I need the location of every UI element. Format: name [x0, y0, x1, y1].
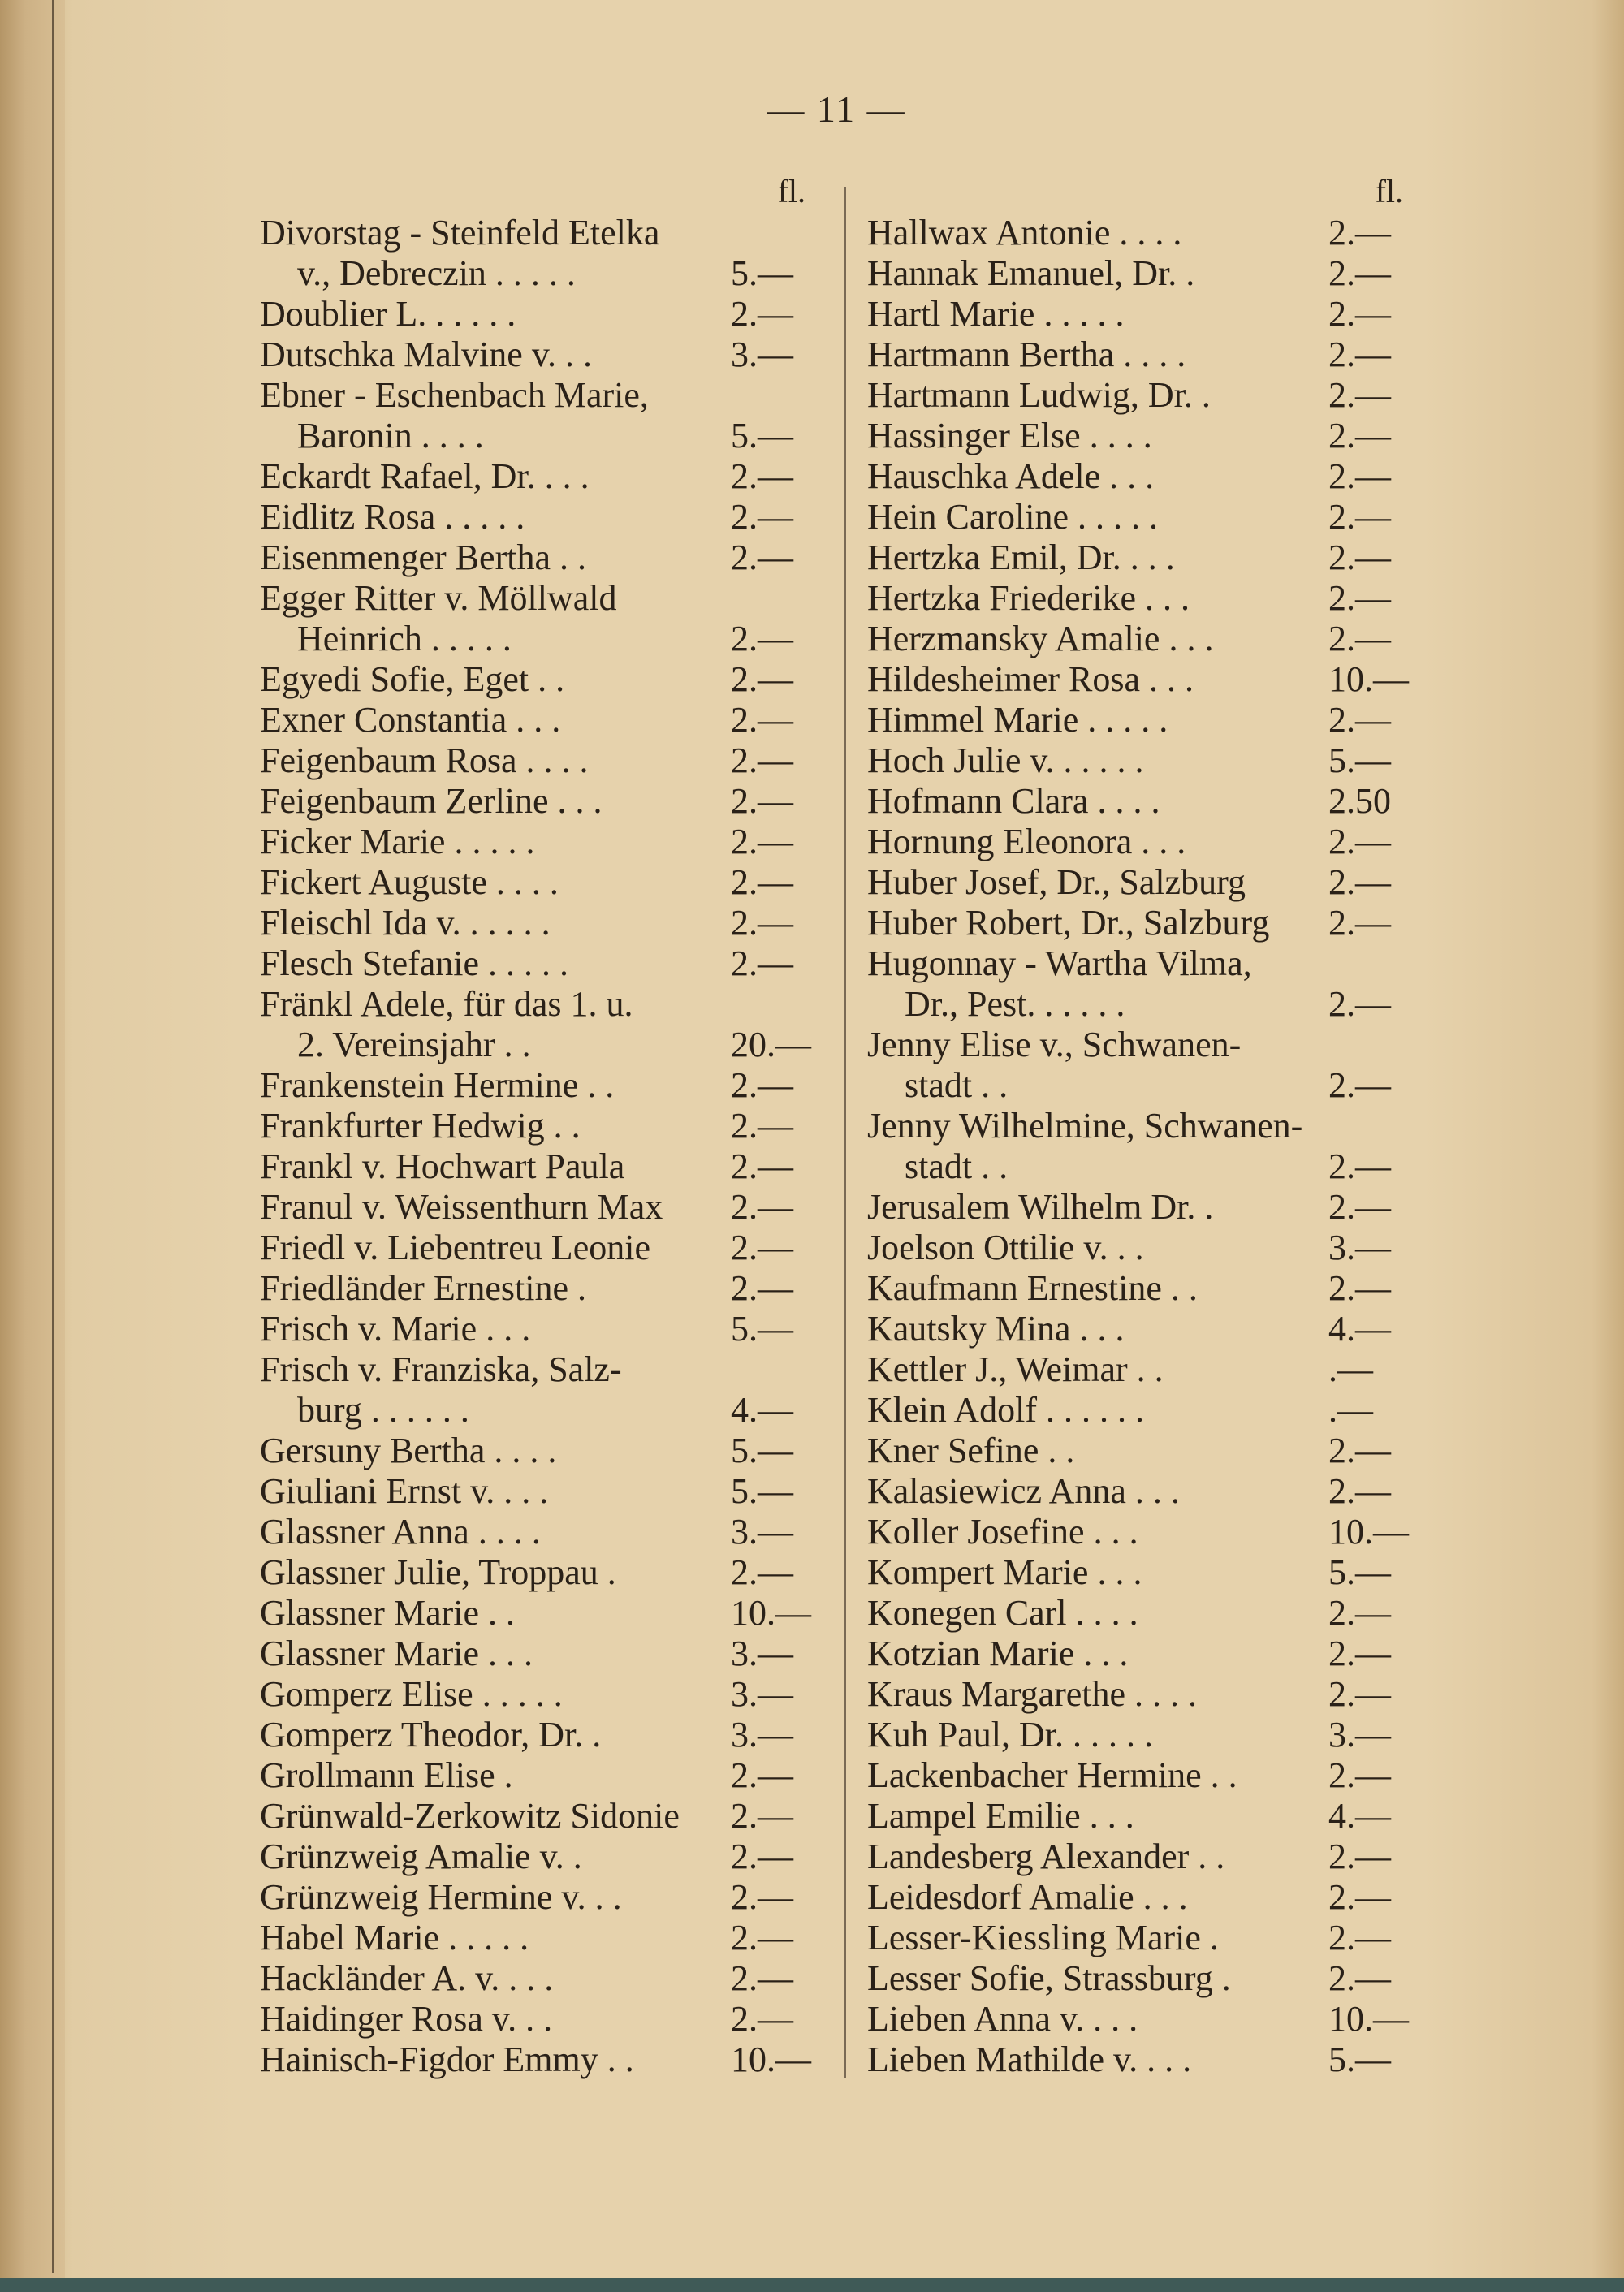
entry-name: Klein Adolf . . . . . .	[867, 1390, 1144, 1430]
entry-amount: 2.—	[731, 1146, 793, 1186]
entry-name: Hauschka Adele . . .	[867, 456, 1155, 496]
list-entry	[867, 294, 1436, 335]
entry-amount: 3.—	[731, 1634, 793, 1673]
list-entry	[260, 1593, 828, 1634]
entry-name: Frisch v. Franziska, Salz-	[260, 1349, 622, 1389]
list-entry	[867, 1796, 1436, 1837]
entry-name: Glassner Marie . . .	[260, 1634, 533, 1673]
entry-amount: 2.—	[1328, 213, 1391, 253]
list-entry	[867, 497, 1436, 537]
entry-name: Lackenbacher Hermine . .	[867, 1755, 1237, 1795]
list-entry	[260, 1918, 828, 1958]
list-entry	[260, 1512, 828, 1552]
entry-name: Eisenmenger Bertha . .	[260, 537, 586, 577]
entry-amount: 3.—	[731, 1674, 793, 1714]
list-entry	[260, 619, 828, 659]
entry-amount: 2.—	[1328, 335, 1391, 374]
list-entry	[260, 375, 828, 416]
entry-amount: 2.—	[731, 497, 793, 537]
list-entry	[867, 456, 1436, 497]
entry-amount: 2.—	[1328, 1877, 1391, 1917]
entry-name: Hartmann Bertha . . . .	[867, 335, 1186, 374]
entry-amount: 2.—	[731, 1187, 793, 1227]
list-entry	[260, 1146, 828, 1187]
entry-name: Frankenstein Hermine . .	[260, 1065, 615, 1105]
entry-name: Hartl Marie . . . . .	[867, 294, 1125, 334]
entry-name: Ficker Marie . . . . .	[260, 822, 535, 861]
list-entry	[867, 781, 1436, 822]
entry-name: Jerusalem Wilhelm Dr. .	[867, 1187, 1214, 1227]
list-entry	[867, 1390, 1436, 1431]
entry-name: Grollmann Elise .	[260, 1755, 513, 1795]
entry-amount: 2.—	[731, 1877, 793, 1917]
list-entry	[867, 619, 1436, 659]
entry-name: Fickert Auguste . . . .	[260, 862, 559, 902]
entry-name: v., Debreczin . . . . .	[297, 253, 576, 293]
entry-amount: 2.—	[1328, 375, 1391, 415]
entry-name: Hackländer A. v. . . .	[260, 1958, 554, 1998]
entry-amount: 2.—	[1328, 1755, 1391, 1795]
entry-amount: 5.—	[1328, 740, 1391, 780]
entry-name: Hugonnay - Wartha Vilma,	[867, 943, 1252, 983]
entry-name: 2. Vereinsjahr . .	[297, 1025, 531, 1064]
entry-amount: 10.—	[1328, 659, 1409, 699]
list-entry	[260, 1471, 828, 1512]
list-entry	[867, 1025, 1436, 1065]
entry-amount: 2.—	[1328, 497, 1391, 537]
list-entry	[260, 1796, 828, 1837]
entry-name: Konegen Carl . . . .	[867, 1593, 1138, 1633]
entry-amount: 5.—	[731, 416, 793, 455]
entry-name: Exner Constantia . . .	[260, 700, 561, 740]
entry-name: Hildesheimer Rosa . . .	[867, 659, 1194, 699]
entry-amount: 3.—	[731, 1715, 793, 1755]
column-divider	[844, 187, 846, 2078]
entry-amount: 2.—	[731, 943, 793, 983]
entry-amount: 10.—	[1328, 1512, 1409, 1552]
entry-amount: 2.—	[1328, 1268, 1391, 1308]
entry-name: Grünzweig Amalie v. .	[260, 1837, 582, 1876]
entry-name: Gomperz Elise . . . . .	[260, 1674, 563, 1714]
list-entry	[867, 1065, 1436, 1106]
entry-name: Kotzian Marie . . .	[867, 1634, 1129, 1673]
entry-name: Friedl v. Liebentreu Leonie	[260, 1228, 650, 1267]
entry-name: Kaufmann Ernestine . .	[867, 1268, 1198, 1308]
list-entry	[260, 1958, 828, 1999]
list-entry	[260, 1755, 828, 1796]
entry-amount: 2.—	[731, 1796, 793, 1836]
entry-amount: 2.—	[1328, 862, 1391, 902]
entry-name: Himmel Marie . . . . .	[867, 700, 1168, 740]
right-list	[867, 213, 1436, 2080]
entry-name: Frisch v. Marie . . .	[260, 1309, 531, 1349]
list-entry	[260, 213, 828, 253]
entry-name: Hainisch-Figdor Emmy . .	[260, 2039, 634, 2079]
list-entry	[260, 659, 828, 700]
entry-amount: 2.—	[731, 1552, 793, 1592]
entry-amount: 2.—	[731, 781, 793, 821]
entry-amount: 2.—	[1328, 984, 1391, 1024]
entry-name: Hannak Emanuel, Dr. .	[867, 253, 1195, 293]
list-entry	[260, 253, 828, 294]
list-entry	[867, 903, 1436, 943]
entry-amount: 2.—	[731, 1755, 793, 1795]
list-entry	[260, 1390, 828, 1431]
entry-name: Frankl v. Hochwart Paula	[260, 1146, 625, 1186]
list-entry	[260, 1674, 828, 1715]
entry-amount: 2.—	[731, 1065, 793, 1105]
left-column	[260, 170, 828, 2095]
entry-name: Ebner - Eschenbach Marie,	[260, 375, 649, 415]
list-entry	[260, 497, 828, 537]
entry-amount: 2.—	[731, 903, 793, 943]
list-entry	[867, 1146, 1436, 1187]
entry-amount: 2.—	[1328, 1837, 1391, 1876]
entry-amount: 2.—	[1328, 1958, 1391, 1998]
list-entry	[260, 456, 828, 497]
entry-name: Feigenbaum Rosa . . . .	[260, 740, 589, 780]
entry-name: Jenny Elise v., Schwanen-	[867, 1025, 1242, 1064]
entry-name: Lieben Mathilde v. . . .	[867, 2039, 1192, 2079]
list-entry	[260, 537, 828, 578]
list-entry	[260, 578, 828, 619]
list-entry	[260, 1431, 828, 1471]
entry-name: Kautsky Mina . . .	[867, 1309, 1125, 1349]
currency-label-left: fl.	[777, 173, 806, 209]
entry-amount: 10.—	[731, 2039, 811, 2079]
entry-name: Eidlitz Rosa . . . . .	[260, 497, 525, 537]
entry-amount: 5.—	[1328, 2039, 1391, 2079]
entry-amount: 2.—	[1328, 1918, 1391, 1957]
entry-name: Friedländer Ernestine .	[260, 1268, 586, 1308]
list-entry	[867, 1593, 1436, 1634]
list-entry	[867, 1228, 1436, 1268]
entry-name: Habel Marie . . . . .	[260, 1918, 529, 1957]
list-entry	[867, 1471, 1436, 1512]
list-entry	[867, 537, 1436, 578]
entry-amount: 2.—	[731, 822, 793, 861]
list-entry	[260, 1715, 828, 1755]
entry-name: Giuliani Ernst v. . . .	[260, 1471, 549, 1511]
list-entry	[260, 984, 828, 1025]
list-entry	[867, 1552, 1436, 1593]
entry-name: Glassner Julie, Troppau .	[260, 1552, 616, 1592]
list-entry	[260, 740, 828, 781]
entry-amount: 2.—	[1328, 537, 1391, 577]
entry-amount: 2.—	[731, 700, 793, 740]
entry-amount: 5.—	[731, 253, 793, 293]
entry-amount: 4.—	[1328, 1309, 1391, 1349]
list-entry	[867, 253, 1436, 294]
entry-amount: 2.—	[1328, 1593, 1391, 1633]
entry-name: Hertzka Emil, Dr. . . .	[867, 537, 1175, 577]
entry-name: Lieben Anna v. . . .	[867, 1999, 1138, 2039]
entry-name: Hertzka Friederike . . .	[867, 578, 1190, 618]
list-entry	[867, 1349, 1436, 1390]
list-entry	[260, 1065, 828, 1106]
list-entry	[867, 700, 1436, 740]
entry-name: Grünwald-Zerkowitz Sidonie	[260, 1796, 680, 1836]
list-entry	[260, 1837, 828, 1877]
list-entry	[260, 1877, 828, 1918]
entry-name: Hofmann Clara . . . .	[867, 781, 1160, 821]
entry-amount: 5.—	[731, 1431, 793, 1470]
entry-amount: 2.—	[731, 1999, 793, 2039]
entry-amount: 2.—	[731, 1228, 793, 1267]
entry-name: Egyedi Sofie, Eget . .	[260, 659, 565, 699]
entry-amount: 10.—	[1328, 1999, 1409, 2039]
entry-name: Egger Ritter v. Möllwald	[260, 578, 617, 618]
entry-name: Franul v. Weissenthurn Max	[260, 1187, 663, 1227]
entry-amount: 2.—	[731, 1106, 793, 1146]
list-entry	[867, 1715, 1436, 1755]
entry-amount: 2.—	[1328, 1471, 1391, 1511]
entry-name: Doublier L. . . . . .	[260, 294, 516, 334]
entry-amount: 5.—	[1328, 1552, 1391, 1592]
entry-amount: 2.—	[731, 659, 793, 699]
entry-amount: 2.—	[731, 1918, 793, 1957]
entry-name: Lesser-Kiessling Marie .	[867, 1918, 1219, 1957]
list-entry	[260, 1106, 828, 1146]
entry-amount: 2.—	[1328, 456, 1391, 496]
entry-amount: .—	[1328, 1349, 1373, 1389]
entry-amount: 2.—	[731, 740, 793, 780]
entry-name: Huber Josef, Dr., Salzburg	[867, 862, 1246, 902]
list-entry	[867, 578, 1436, 619]
entry-name: Fränkl Adele, für das 1. u.	[260, 984, 633, 1024]
entry-name: Dutschka Malvine v. . .	[260, 335, 592, 374]
list-entry	[260, 1268, 828, 1309]
entry-name: Glassner Marie . .	[260, 1593, 516, 1633]
page-number: — 11 —	[767, 88, 906, 130]
page-binding	[0, 0, 65, 2292]
entry-name: Kraus Margarethe . . . .	[867, 1674, 1198, 1714]
list-entry	[867, 335, 1436, 375]
list-entry	[260, 294, 828, 335]
entry-amount: 2.—	[731, 456, 793, 496]
entry-amount: 2.—	[731, 1837, 793, 1876]
entry-name: Hornung Eleonora . . .	[867, 822, 1186, 861]
cover-edge-strip	[0, 2278, 1624, 2292]
entry-name: Fleischl Ida v. . . . . .	[260, 903, 551, 943]
entry-name: Eckardt Rafael, Dr. . . .	[260, 456, 590, 496]
currency-label-right: fl.	[1375, 173, 1403, 209]
list-entry	[260, 903, 828, 943]
entry-amount: 2.—	[1328, 619, 1391, 658]
list-entry	[260, 1999, 828, 2039]
entry-name: Glassner Anna . . . .	[260, 1512, 541, 1552]
list-entry	[867, 375, 1436, 416]
list-entry	[867, 1877, 1436, 1918]
entry-amount: 2.—	[1328, 1674, 1391, 1714]
entry-name: stadt . .	[905, 1146, 1009, 1186]
entry-amount: 2.—	[731, 294, 793, 334]
entry-amount: 2.—	[731, 1268, 793, 1308]
list-entry	[260, 1634, 828, 1674]
list-entry	[867, 740, 1436, 781]
entry-name: Koller Josefine . . .	[867, 1512, 1138, 1552]
entry-name: Heinrich . . . . .	[297, 619, 512, 658]
list-entry	[260, 822, 828, 862]
entry-name: stadt . .	[905, 1065, 1009, 1105]
entry-amount: 2.—	[731, 619, 793, 658]
entry-name: Flesch Stefanie . . . . .	[260, 943, 569, 983]
entry-amount: 3.—	[731, 1512, 793, 1552]
entry-name: Divorstag - Steinfeld Etelka	[260, 213, 660, 253]
list-entry	[867, 1918, 1436, 1958]
list-entry	[867, 1309, 1436, 1349]
entry-amount: 2.—	[731, 537, 793, 577]
entry-amount: 4.—	[1328, 1796, 1391, 1836]
entry-amount: 5.—	[731, 1309, 793, 1349]
entry-name: Landesberg Alexander . .	[867, 1837, 1225, 1876]
list-entry	[867, 1674, 1436, 1715]
list-entry	[867, 1999, 1436, 2039]
entry-name: Jenny Wilhelmine, Schwanen-	[867, 1106, 1303, 1146]
entry-name: Herzmansky Amalie . . .	[867, 619, 1214, 658]
entry-name: Baronin . . . .	[297, 416, 484, 455]
entry-amount: 3.—	[1328, 1228, 1391, 1267]
entry-name: Gomperz Theodor, Dr. .	[260, 1715, 602, 1755]
entry-amount: 2.—	[1328, 822, 1391, 861]
list-entry	[260, 1349, 828, 1390]
list-entry	[260, 781, 828, 822]
list-entry	[867, 1634, 1436, 1674]
entry-name: Feigenbaum Zerline . . .	[260, 781, 603, 821]
entry-name: Lampel Emilie . . .	[867, 1796, 1134, 1836]
list-entry	[260, 1552, 828, 1593]
list-entry	[867, 1755, 1436, 1796]
entry-amount: .—	[1328, 1390, 1373, 1430]
entry-amount: 10.—	[731, 1593, 811, 1633]
list-entry	[867, 1512, 1436, 1552]
entry-amount: 3.—	[731, 335, 793, 374]
entry-amount: 2.—	[1328, 578, 1391, 618]
entry-name: Hoch Julie v. . . . . .	[867, 740, 1144, 780]
list-entry	[867, 1431, 1436, 1471]
entry-name: Joelson Ottilie v. . .	[867, 1228, 1144, 1267]
list-entry	[867, 416, 1436, 456]
list-entry	[867, 984, 1436, 1025]
entry-amount: 2.—	[1328, 1431, 1391, 1470]
list-entry	[260, 416, 828, 456]
entry-name: Kner Sefine . .	[867, 1431, 1075, 1470]
entry-name: burg . . . . . .	[297, 1390, 469, 1430]
entry-amount: 2.—	[731, 862, 793, 902]
list-entry	[867, 1187, 1436, 1228]
entry-name: Frankfurter Hedwig . .	[260, 1106, 581, 1146]
list-entry	[260, 1228, 828, 1268]
list-entry	[867, 1837, 1436, 1877]
entry-amount: 2.—	[731, 1958, 793, 1998]
list-entry	[260, 700, 828, 740]
entry-amount: 2.—	[1328, 1187, 1391, 1227]
entry-amount: 3.—	[1328, 1715, 1391, 1755]
list-entry	[867, 822, 1436, 862]
entry-name: Dr., Pest. . . . . .	[905, 984, 1125, 1024]
list-entry	[867, 659, 1436, 700]
list-entry	[867, 1268, 1436, 1309]
list-entry	[260, 2039, 828, 2080]
left-list	[260, 213, 828, 2080]
entry-name: Lesser Sofie, Strassburg .	[867, 1958, 1231, 1998]
entry-amount: 2.—	[1328, 700, 1391, 740]
list-entry	[867, 943, 1436, 984]
entry-amount: 5.—	[731, 1471, 793, 1511]
entry-amount: 2.50	[1328, 781, 1391, 821]
entry-name: Hassinger Else . . . .	[867, 416, 1152, 455]
list-entry	[260, 862, 828, 903]
entry-name: Kalasiewicz Anna . . .	[867, 1471, 1180, 1511]
list-entry	[867, 1106, 1436, 1146]
entry-name: Huber Robert, Dr., Salzburg	[867, 903, 1270, 943]
list-entry	[260, 943, 828, 984]
entry-amount: 2.—	[1328, 1146, 1391, 1186]
list-entry	[260, 1309, 828, 1349]
entry-name: Leidesdorf Amalie . . .	[867, 1877, 1188, 1917]
entry-amount: 4.—	[731, 1390, 793, 1430]
list-entry	[867, 862, 1436, 903]
entry-amount: 2.—	[1328, 253, 1391, 293]
entry-name: Hartmann Ludwig, Dr. .	[867, 375, 1211, 415]
entry-amount: 2.—	[1328, 416, 1391, 455]
entry-amount: 2.—	[1328, 903, 1391, 943]
entry-name: Haidinger Rosa v. . .	[260, 1999, 553, 2039]
entry-name: Hallwax Antonie . . . .	[867, 213, 1182, 253]
list-entry	[867, 2039, 1436, 2080]
entry-name: Hein Caroline . . . . .	[867, 497, 1159, 537]
entry-name: Grünzweig Hermine v. . .	[260, 1877, 622, 1917]
entry-amount: 2.—	[1328, 1065, 1391, 1105]
list-entry	[867, 1958, 1436, 1999]
binding-edge-line	[52, 0, 54, 2273]
list-entry	[260, 335, 828, 375]
entry-amount: 2.—	[1328, 1634, 1391, 1673]
list-entry	[867, 213, 1436, 253]
entry-name: Kompert Marie . . .	[867, 1552, 1142, 1592]
entry-name: Kettler J., Weimar . .	[867, 1349, 1164, 1389]
entry-name: Gersuny Bertha . . . .	[260, 1431, 557, 1470]
list-entry	[260, 1187, 828, 1228]
entry-amount: 2.—	[1328, 294, 1391, 334]
right-column	[867, 170, 1436, 2095]
list-entry	[260, 1025, 828, 1065]
entry-amount: 20.—	[731, 1025, 811, 1064]
entry-name: Kuh Paul, Dr. . . . . .	[867, 1715, 1153, 1755]
